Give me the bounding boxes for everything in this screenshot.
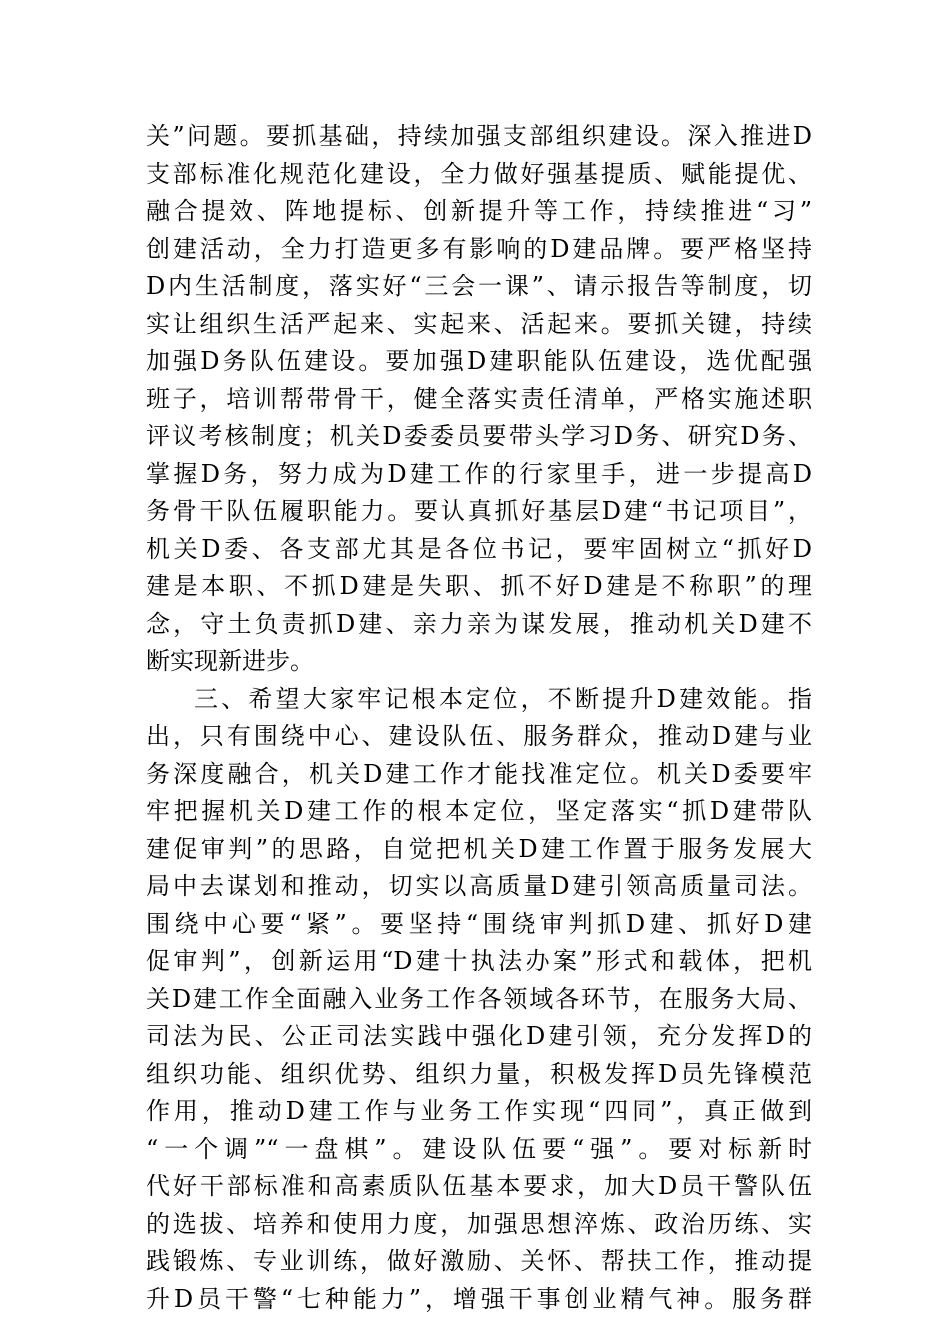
text-line-3: 融合提效、阵地提标、创新提升等工作，持续推进“习”	[146, 197, 812, 225]
text-line-14: 念，守土负责抓D建、亲力亲为谋发展，推动机关D建不	[146, 609, 812, 638]
text-line-20: 建促审判”的思路，自觉把机关D建工作置于服务发展大	[146, 834, 812, 863]
text-line-26: 组织功能、组织优势、组织力量，积极发挥D员先锋模范	[146, 1059, 812, 1088]
text-line-2: 支部标准化规范化建设，全力做好强基提质、赋能提优、	[146, 159, 812, 188]
text-line-32: 升D员干警“七种能力”，增强干事创业精气神。服务群	[146, 1284, 812, 1313]
text-line-5: D内生活制度，落实好“三会一课”、请示报告等制度，切	[146, 272, 812, 300]
text-line-7: 加强D务队伍建设。要加强D建职能队伍建设，选优配强	[146, 347, 812, 375]
text-line-1: 关”问题。要抓基础，持续加强支部组织建设。深入推进D	[146, 122, 812, 150]
text-line-13: 建是本职、不抓D建是失职、抓不好D建是不称职”的理	[146, 572, 812, 600]
text-line-24: 关D建工作全面融入业务工作各领域各环节，在服务大局、	[146, 984, 812, 1013]
text-line-9: 评议考核制度；机关D委委员要带头学习D务、研究D务、	[146, 422, 812, 450]
text-line-12: 机关D委、各支部尤其是各位书记，要牢固树立“抓好D	[146, 534, 812, 563]
text-line-8: 班子，培训帮带骨干，健全落实责任清单，严格实施述职	[146, 384, 812, 413]
text-line-16: 三、希望大家牢记根本定位，不断提升D建效能。指	[194, 684, 812, 713]
text-line-15: 断实现新进步。	[146, 647, 314, 675]
text-line-25: 司法为民、公正司法实践中强化D建引领，充分发挥D的	[146, 1022, 812, 1050]
text-line-17: 出，只有围绕中心、建设队伍、服务群众，推动D建与业	[146, 722, 812, 750]
text-line-29: 代好干部标准和高素质队伍基本要求，加大D员干警队伍	[146, 1172, 812, 1200]
text-line-18: 务深度融合，机关D建工作才能找准定位。机关D委要牢	[146, 759, 812, 788]
text-line-28: “一个调”“一盘棋”。建设队伍要“强”。要对标新时	[146, 1134, 812, 1163]
text-line-4: 创建活动，全力打造更多有影响的D建品牌。要严格坚持	[146, 234, 812, 263]
text-line-30: 的选拔、培养和使用力度，加强思想淬炼、政治历练、实	[146, 1209, 812, 1238]
text-line-21: 局中去谋划和推动，切实以高质量D建引领高质量司法。	[146, 872, 812, 900]
text-line-22: 围绕中心要“紧”。要坚持“围绕审判抓D建、抓好D建	[146, 909, 812, 938]
text-line-27: 作用，推动D建工作与业务工作实现“四同”，真正做到	[146, 1097, 812, 1125]
text-line-23: 促审判”，创新运用“D建十执法办案”形式和载体，把机	[146, 947, 812, 975]
text-line-6: 实让组织生活严起来、实起来、活起来。要抓关键，持续	[146, 309, 812, 338]
text-line-11: 务骨干队伍履职能力。要认真抓好基层D建“书记项目”，	[146, 497, 812, 525]
body-text	[146, 118, 812, 1318]
text-line-19: 牢把握机关D建工作的根本定位，坚定落实“抓D建带队	[146, 797, 812, 825]
text-line-31: 践锻炼、专业训练，做好激励、关怀、帮扶工作，推动提	[146, 1247, 812, 1275]
text-line-10: 掌握D务，努力成为D建工作的行家里手，进一步提高D	[146, 459, 812, 488]
